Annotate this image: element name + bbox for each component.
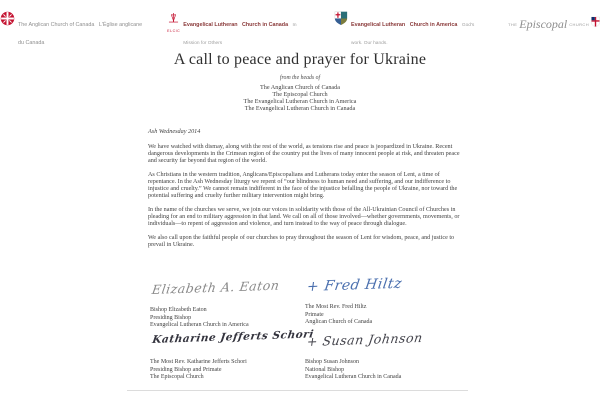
elcic-name-line2: Church in Canada bbox=[241, 22, 289, 28]
paragraph-2: As Christians in the western tradition, Anglicans/Episcopalians and Lutherans today enter the season of Lent, a time of repentance. In the Ash Wednesday liturgy we repent of “our blindness to human need and suffering, and our indifference to injustice and cruelty.” We cannot remain indifferent in the face of the injustice befalling the people of Ukraine, nor toward the potential suffering and cruelty further military intervention might bring. bbox=[148, 172, 458, 199]
head-church-1: The Anglican Church of Canada bbox=[259, 84, 341, 91]
dateline: Ash Wednesday 2014 bbox=[148, 128, 201, 135]
header-logo-row bbox=[0, 11, 600, 49]
head-church-2: The Episcopal Church bbox=[272, 91, 328, 98]
signature-block-johnson bbox=[305, 329, 465, 382]
signer-name: The Most Rev. Fred Hiltz bbox=[305, 304, 367, 310]
paragraph-1: We have watched with dismay, along with the rest of the world, as tensions rise and peace is jeopardized in Ukraine. Recent dangerous developments in the Crimean region of the country put the lives of many innocent people at risk, and threaten peace and security far beyond that region of the world. bbox=[148, 144, 460, 164]
signer-church: Evangelical Lutheran Church in America bbox=[150, 322, 249, 329]
anglican-name-en: The Anglican Church of Canada bbox=[18, 22, 95, 28]
elca-name-line1: Evangelical Lutheran bbox=[351, 22, 406, 28]
signature-script-johnson: + Susan Johnson bbox=[305, 329, 424, 350]
elca-tagline: God's work. Our hands. bbox=[351, 23, 475, 46]
signer-title: Presiding Bishop and Primate bbox=[150, 366, 222, 373]
signature-script-eaton: Elizabeth A. Eaton bbox=[150, 277, 281, 298]
anglican-name-fr: L'Église anglicane du Canada bbox=[18, 22, 143, 46]
signer-church: Evangelical Lutheran Church in Canada bbox=[305, 374, 402, 381]
letter-title: A call to peace and prayer for Ukraine bbox=[173, 51, 427, 68]
signature-script-schori: Katharine Jefferts Schori bbox=[151, 328, 315, 347]
signer-title: Primate bbox=[305, 311, 324, 318]
paragraph-4: We also call upon the faithful people of our churches to pray throughout the season of Lent for wisdom, peace, and justice to prevail in Ukraine. bbox=[148, 235, 455, 248]
signature-block-schori bbox=[150, 328, 315, 382]
logo-anglican-church-of-canada bbox=[0, 11, 145, 49]
signatory-churches-list bbox=[0, 84, 600, 112]
signer-church: The Episcopal Church bbox=[150, 374, 204, 381]
logo-elca bbox=[334, 11, 486, 49]
signer-name: The Most Rev. Katharine Jefferts Schori bbox=[150, 359, 247, 365]
signer-name: Bishop Elizabeth Eaton bbox=[150, 307, 207, 313]
episcopal-the-label: THE bbox=[508, 21, 518, 27]
from-the-heads-of: from the heads of bbox=[279, 75, 321, 81]
signer-title: Presiding Bishop bbox=[150, 314, 192, 321]
logo-elcic bbox=[167, 11, 312, 49]
signer-church: Anglican Church of Canada bbox=[305, 319, 373, 326]
footer-divider bbox=[127, 390, 468, 391]
head-church-3: The Evangelical Lutheran Church in America bbox=[243, 98, 357, 105]
logo-episcopal-church bbox=[508, 11, 600, 33]
elcic-emblem-icon bbox=[167, 11, 180, 33]
elcic-tagline: In Mission for Others bbox=[183, 23, 297, 46]
elcic-name-line1: Evangelical Lutheran bbox=[183, 22, 238, 28]
head-church-4: The Evangelical Lutheran Church in Canada bbox=[244, 105, 356, 112]
signer-name: Bishop Susan Johnson bbox=[305, 359, 360, 365]
elcic-wordmark: ELCIC bbox=[167, 29, 181, 33]
signature-block-hiltz bbox=[305, 275, 465, 327]
signer-title: National Bishop bbox=[305, 366, 345, 373]
signature-script-hiltz: + Fred Hiltz bbox=[305, 275, 404, 296]
paragraph-3: In the name of the churches we serve, we join our voices in solidarity with those of the All-Ukrainian Council of Churches in pleading for an end to military aggression in that land. We call on all of those involved—whether governments, movements, or individuals—to repent of aggression and violence, and turn instead to the way of peace through dialogue. bbox=[148, 207, 460, 227]
episcopal-wordmark: Episcopal bbox=[519, 17, 568, 31]
letter-body bbox=[148, 144, 460, 256]
elca-name-line2: Church in America bbox=[409, 22, 458, 28]
episcopal-church-label: CHURCH bbox=[569, 21, 589, 27]
episcopal-shield-icon bbox=[591, 15, 600, 33]
signature-block-eaton bbox=[150, 277, 310, 330]
elca-shield-icon bbox=[334, 11, 348, 31]
anglican-cross-roundel-icon bbox=[0, 11, 15, 31]
